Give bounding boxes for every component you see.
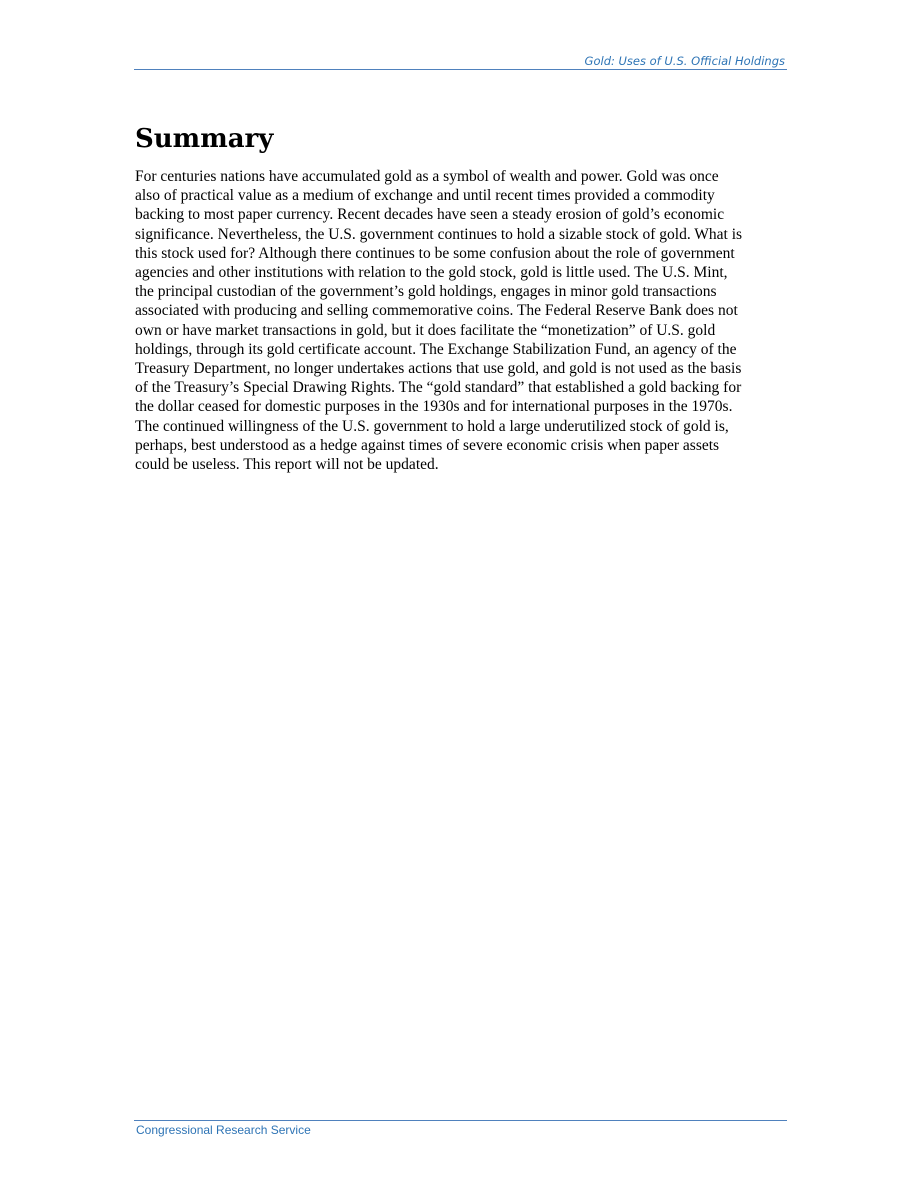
summary-line: The continued willingness of the U.S. government to hold a large underutilized stock of gold is,	[135, 417, 729, 435]
summary-line: this stock used for? Although there continues to be some confusion about the role of government	[135, 244, 735, 262]
summary-line: Treasury Department, no longer undertakes actions that use gold, and gold is not used as the basis	[135, 360, 742, 378]
summary-paragraph	[135, 167, 787, 474]
summary-line: holdings, through its gold certificate account. The Exchange Stabilization Fund, an agency of the	[135, 340, 737, 358]
summary-line: own or have market transactions in gold, but it does facilitate the “monetization” of U.S. gold	[135, 321, 716, 339]
summary-line: For centuries nations have accumulated gold as a symbol of wealth and power. Gold was once	[135, 168, 719, 185]
summary-line: agencies and other institutions with relation to the gold stock, gold is little used. The U.S. Mint,	[135, 264, 728, 282]
summary-line: significance. Nevertheless, the U.S. government continues to hold a sizable stock of gold. What is	[135, 225, 743, 243]
running-header-title: Gold: Uses of U.S. Official Holdings	[584, 54, 785, 68]
summary-line: the dollar ceased for domestic purposes in the 1930s and for international purposes in the 1970s.	[135, 398, 733, 416]
summary-line: associated with producing and selling commemorative coins. The Federal Reserve Bank does not	[135, 302, 738, 320]
summary-line: could be useless. This report will not be updated.	[135, 456, 439, 474]
section-heading: Summary	[135, 124, 274, 154]
summary-line: of the Treasury’s Special Drawing Rights. The “gold standard” that established a gold backing for	[135, 379, 742, 397]
running-footer	[134, 1120, 787, 1137]
summary-line: the principal custodian of the government’s gold holdings, engages in minor gold transactions	[135, 283, 717, 301]
footer-organization: Congressional Research Service	[136, 1123, 311, 1137]
summary-line: also of practical value as a medium of exchange and until recent times provided a commodity	[135, 187, 715, 205]
running-header	[134, 54, 787, 70]
summary-line: perhaps, best understood as a hedge against times of severe economic crisis when paper assets	[135, 436, 720, 454]
summary-line: backing to most paper currency. Recent decades have seen a steady erosion of gold’s economic	[135, 206, 725, 224]
